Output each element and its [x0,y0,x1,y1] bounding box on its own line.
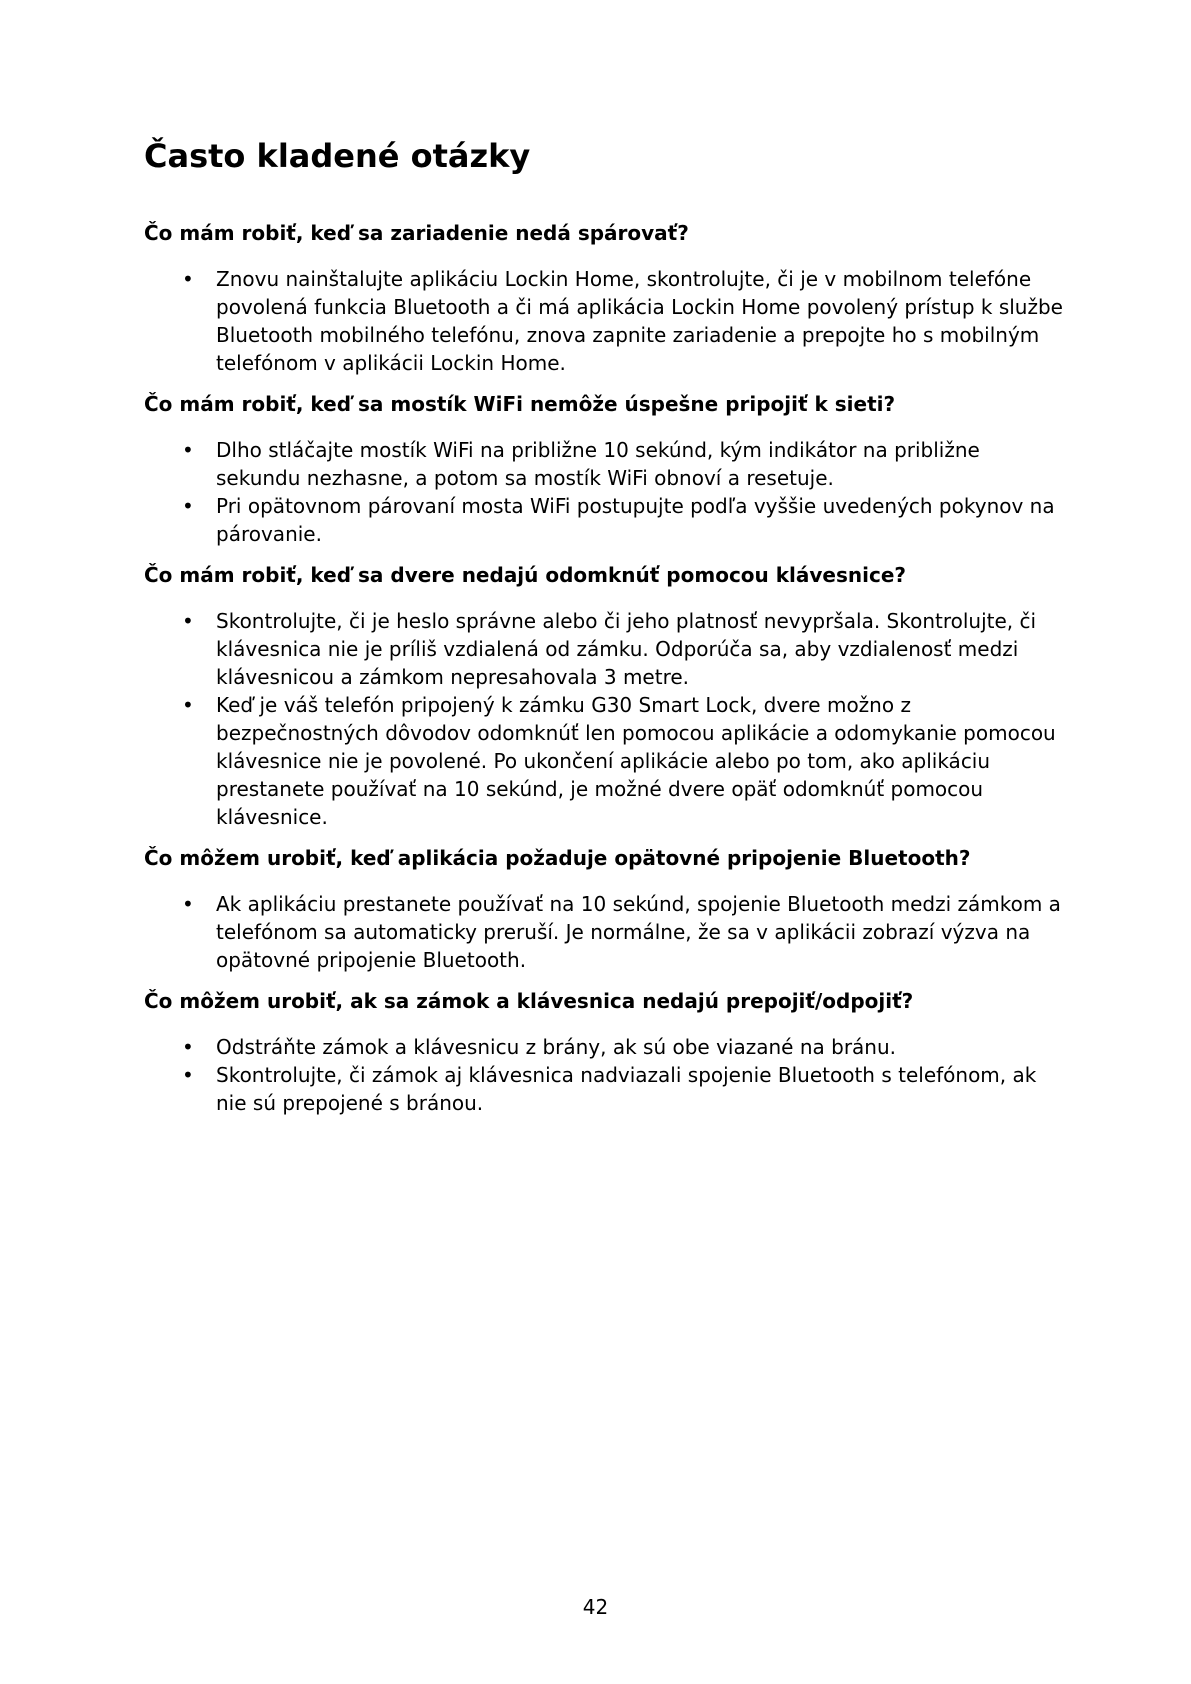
bullet-icon: • [182,892,194,916]
list-item [144,492,1064,548]
faq-list [144,220,1064,1117]
bullet-icon: • [182,267,194,291]
list-item [144,265,1064,377]
page-title: Často kladené otázky [144,137,531,175]
bullet-icon: • [182,1063,194,1087]
faq-question: Čo mám robiť, keď sa zariadenie nedá spárovať? [144,221,689,245]
faq-answer-text: Skontrolujte, či je heslo správne alebo či jeho platnosť nevypršala. Skontrolujte, či klávesnica nie je príliš vzdialená od zámku. Odporúča sa, aby vzdialenosť medzi klávesnicou a zámkom nepresahovala 3 metre. [216,609,1037,689]
faq-answer-text: Dlho stláčajte mostík WiFi na približne 10 sekúnd, kým indikátor na približne sekundu nezhasne, a potom sa mostík WiFi obnoví a resetuje. [216,438,980,490]
faq-question: Čo mám robiť, keď sa dvere nedajú odomknúť pomocou klávesnice? [144,563,907,587]
list-item [144,436,1064,492]
faq-answer-list [144,436,1064,548]
faq-section [144,845,1064,974]
faq-question: Čo môžem urobiť, keď aplikácia požaduje opätovné pripojenie Bluetooth? [144,846,971,870]
list-item [144,1061,1064,1117]
bullet-icon: • [182,693,194,717]
list-item [144,691,1064,831]
faq-answer-list [144,1033,1064,1117]
faq-answer-text: Znovu nainštalujte aplikáciu Lockin Home, skontrolujte, či je v mobilnom telefóne povolená funkcia Bluetooth a či má aplikácia Lockin Home povolený prístup k službe Bluetooth mobilného telefónu, znova zapnite zariadenie a prepojte ho s mobilným telefónom v aplikácii Lockin Home. [216,267,1063,375]
faq-section [144,562,1064,831]
faq-answer-list [144,265,1064,377]
faq-question: Čo mám robiť, keď sa mostík WiFi nemôže úspešne pripojiť k sieti? [144,392,896,416]
faq-answer-list [144,607,1064,831]
list-item [144,890,1064,974]
bullet-icon: • [182,609,194,633]
faq-answer-text: Odstráňte zámok a klávesnicu z brány, ak sú obe viazané na bránu. [216,1035,897,1059]
faq-section [144,391,1064,548]
faq-section [144,220,1064,377]
faq-answer-text: Skontrolujte, či zámok aj klávesnica nadviazali spojenie Bluetooth s telefónom, ak nie sú prepojené s bránou. [216,1063,1037,1115]
faq-answer-text: Keď je váš telefón pripojený k zámku G30 Smart Lock, dvere možno z bezpečnostných dôvodov odomknúť len pomocou aplikácie a odomykanie pomocou klávesnice nie je povolené. Po ukončení aplikácie alebo po tom, ako aplikáciu prestanete používať na 10 sekúnd, je možné dvere opäť odomknúť pomocou klávesnice. [216,693,1056,829]
bullet-icon: • [182,494,194,518]
faq-answer-text: Pri opätovnom párovaní mosta WiFi postupujte podľa vyššie uvedených pokynov na párovanie. [216,494,1055,546]
list-item [144,607,1064,691]
faq-section [144,988,1064,1117]
faq-answer-text: Ak aplikáciu prestanete používať na 10 sekúnd, spojenie Bluetooth medzi zámkom a telefónom sa automaticky preruší. Je normálne, že sa v aplikácii zobrazí výzva na opätovné pripojenie Bluetooth. [216,892,1061,972]
document-page [144,136,1064,1131]
list-item [144,1033,1064,1061]
bullet-icon: • [182,1035,194,1059]
faq-question: Čo môžem urobiť, ak sa zámok a klávesnica nedajú prepojiť/odpojiť? [144,989,914,1013]
faq-answer-list [144,890,1064,974]
page-number: 42 [582,1595,609,1619]
bullet-icon: • [182,438,194,462]
